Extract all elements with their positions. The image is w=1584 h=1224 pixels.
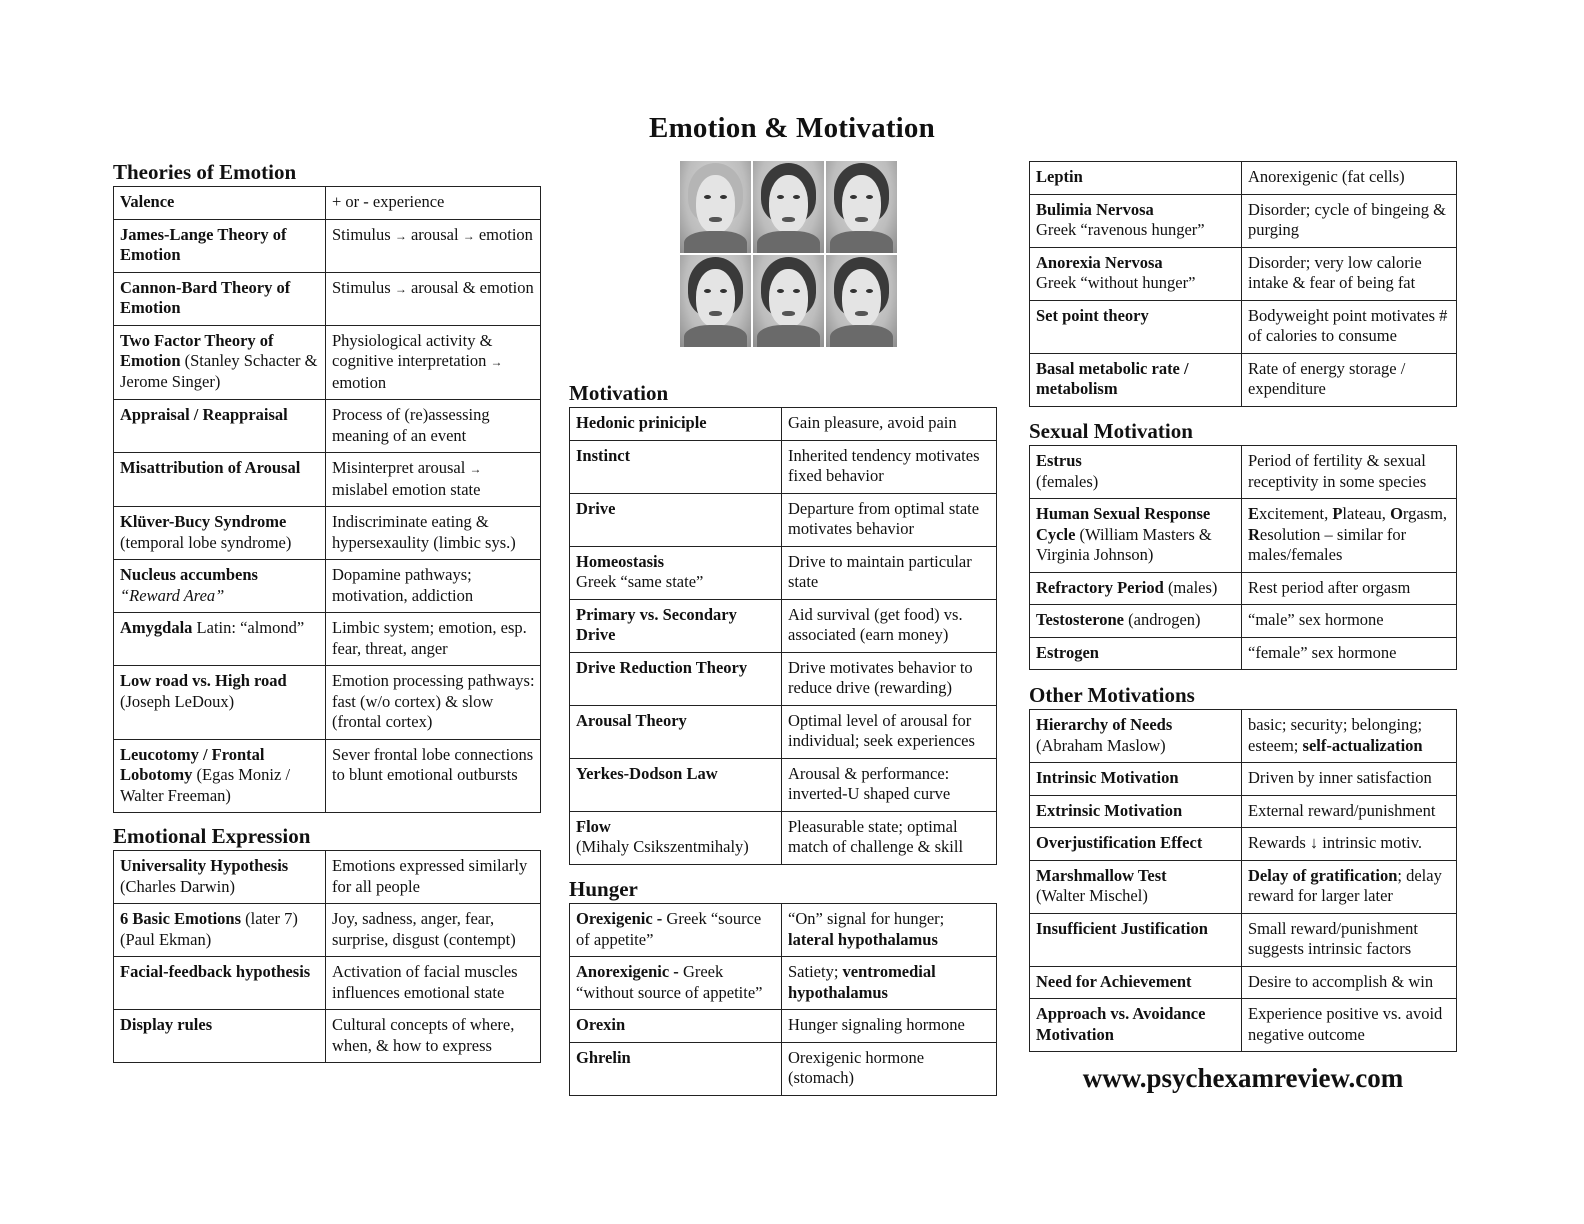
website-url[interactable]: www.psychexamreview.com [1082, 1063, 1404, 1093]
term-cell [1030, 710, 1242, 763]
term-cell: Set point theory [1030, 300, 1242, 353]
term-note: Greek “without source of appetite” [576, 962, 763, 1002]
definition-cell: Departure from optimal state motivates behavior [782, 493, 997, 546]
term-text: 6 Basic Emotions [120, 909, 242, 928]
term-cell [570, 904, 782, 957]
arrow-icon: → [490, 355, 503, 369]
table-row [570, 652, 997, 705]
table-row [1030, 795, 1457, 828]
definition-emphasis: O [1390, 504, 1403, 523]
definition-emphasis: R [1248, 524, 1260, 544]
table-row [1030, 194, 1457, 247]
term-note: (Abraham Maslow) [1036, 735, 1166, 755]
term-cell: Intrinsic Motivation [1030, 763, 1242, 796]
term-cell [570, 957, 782, 1010]
theories-table [113, 186, 541, 813]
term-note: (temporal lobe syndrome) [120, 532, 292, 552]
table-row [1030, 913, 1457, 966]
term-cell [114, 325, 326, 400]
definition-text: lateau, [1342, 504, 1391, 523]
section-sexual-motivation [1029, 419, 1459, 670]
definition-cell: Emotion processing pathways: fast (w/o cortex) & slow (frontal cortex) [326, 666, 541, 740]
definition-emphasis: Delay of gratification [1248, 865, 1398, 885]
term-text: Testosterone [1036, 610, 1124, 629]
term-note: (William Masters & Virginia Johnson) [1036, 524, 1212, 564]
term-cell: Overjustification Effect [1030, 828, 1242, 861]
definition-cell: Rest period after orgasm [1242, 572, 1457, 605]
table-row [1030, 828, 1457, 861]
table-row [570, 1010, 997, 1043]
face-photo [680, 161, 751, 253]
definition-text: Satiety; [788, 962, 843, 981]
table-row [1030, 353, 1457, 406]
table-row [114, 453, 541, 507]
definition-cell: External reward/punishment [1242, 795, 1457, 828]
table-row [1030, 247, 1457, 300]
definition-text: basic; security; belonging; esteem; [1248, 715, 1423, 755]
term-note: Greek “source of appetite” [576, 909, 762, 949]
definition-cell: Rewards ↓ intrinsic motiv. [1242, 828, 1457, 861]
term-cell [114, 560, 326, 613]
term-cell: Cannon-Bard Theory of Emotion [114, 272, 326, 325]
table-row [1030, 710, 1457, 763]
table-row [570, 904, 997, 957]
table-row [1030, 499, 1457, 573]
section-motivation [569, 381, 999, 865]
table-row [570, 408, 997, 441]
term-cell [1030, 605, 1242, 638]
table-row [114, 325, 541, 400]
definition-text: emotion [332, 372, 387, 392]
term-text: Leucotomy / Frontal Lobotomy [120, 744, 265, 784]
table-row [570, 599, 997, 652]
definition-cell: Drive to maintain particular state [782, 546, 997, 599]
face-photo [753, 255, 824, 347]
term-text: Flow [576, 816, 611, 836]
definition-cell: Orexigenic hormone (stomach) [782, 1042, 997, 1095]
arrow-icon: → [462, 228, 475, 243]
term-note: Greek “without hunger” [1036, 273, 1196, 292]
table-row [1030, 446, 1457, 499]
term-cell: Drive Reduction Theory [570, 652, 782, 705]
definition-cell: Period of fertility & sexual receptivity in some species [1242, 446, 1457, 499]
definition-cell: Limbic system; emotion, esp. fear, threat, anger [326, 613, 541, 666]
definition-cell: Hunger signaling hormone [782, 1010, 997, 1043]
term-text: Low road vs. High road [120, 671, 287, 690]
term-text: Anorexia Nervosa [1036, 252, 1163, 272]
term-cell: Estrogen [1030, 637, 1242, 670]
table-row [114, 400, 541, 453]
section-title: Hunger [569, 877, 638, 901]
term-cell: Leptin [1030, 162, 1242, 195]
term-note: Latin: “almond” [192, 618, 305, 637]
term-cell: Primary vs. Secondary Drive [570, 599, 782, 652]
page-title: Emotion & Motivation [649, 112, 935, 144]
term-cell: Need for Achievement [1030, 966, 1242, 999]
definition-cell [1242, 710, 1457, 763]
definition-cell: Cultural concepts of where, when, & how to express [326, 1010, 541, 1063]
term-note: Greek “same state” [576, 572, 704, 591]
term-text: Universality Hypothesis [120, 856, 289, 875]
definition-cell: Desire to accomplish & win [1242, 966, 1457, 999]
term-cell: Extrinsic Motivation [1030, 795, 1242, 828]
term-cell [114, 904, 326, 957]
other-motivations-table [1029, 709, 1457, 1052]
term-cell: Valence [114, 187, 326, 220]
term-text: Marshmallow Test [1036, 865, 1167, 885]
definition-cell: Small reward/punishment suggests intrinsic factors [1242, 913, 1457, 966]
section-hunger-continued [1029, 161, 1459, 407]
term-text: Nucleus accumbens [120, 565, 258, 584]
term-cell [114, 507, 326, 560]
table-row [114, 560, 541, 613]
sexual-motivation-table [1029, 445, 1457, 670]
term-note: (Charles Darwin) [120, 876, 236, 896]
definition-cell: Process of (re)assessing meaning of an event [326, 400, 541, 453]
term-cell [570, 811, 782, 864]
definition-cell [326, 219, 541, 272]
table-row [114, 851, 541, 904]
term-note: (later 7) (Paul Ekman) [120, 909, 298, 949]
table-row [1030, 300, 1457, 353]
definition-cell: Optimal level of arousal for individual; seek experiences [782, 705, 997, 758]
definition-cell: “male” sex hormone [1242, 605, 1457, 638]
definition-text: xcitement, [1259, 504, 1333, 523]
table-row [570, 493, 997, 546]
definition-text: rgasm, [1402, 504, 1448, 523]
definition-text: Physiological activity & cognitive interpretation [332, 330, 493, 370]
definition-cell: Gain pleasure, avoid pain [782, 408, 997, 441]
section-hunger [569, 877, 999, 1096]
term-text: Anorexigenic - [576, 962, 679, 981]
term-text: Two Factor Theory of Emotion [120, 330, 274, 370]
term-cell [1030, 572, 1242, 605]
definition-cell: Emotions expressed similarly for all people [326, 851, 541, 904]
definition-cell: Drive motivates behavior to reduce drive (rewarding) [782, 652, 997, 705]
definition-text: arousal & emotion [406, 277, 534, 297]
term-text: Homeostasis [576, 551, 664, 571]
definition-cell: Inherited tendency motivates fixed behavior [782, 440, 997, 493]
table-row [1030, 860, 1457, 913]
term-note: (Mihaly Csikszentmihaly) [576, 837, 749, 856]
definition-cell [1242, 499, 1457, 573]
table-row [114, 219, 541, 272]
definition-text: emotion [474, 224, 533, 244]
table-row [114, 187, 541, 220]
definition-cell: Sever frontal lobe connections to blunt emotional outbursts [326, 739, 541, 813]
term-note: “Reward Area” [120, 585, 225, 605]
table-row [570, 811, 997, 864]
term-note: (androgen) [1124, 610, 1201, 629]
term-cell [1030, 499, 1242, 573]
table-row [570, 1042, 997, 1095]
definition-cell: Dopamine pathways; motivation, addiction [326, 560, 541, 613]
term-cell [114, 613, 326, 666]
face-photo [826, 161, 897, 253]
arrow-icon: → [394, 228, 407, 243]
face-photo [826, 255, 897, 347]
section-title: Sexual Motivation [1029, 419, 1193, 443]
term-cell: Insufficient Justification [1030, 913, 1242, 966]
table-row [114, 613, 541, 666]
definition-cell: Driven by inner satisfaction [1242, 763, 1457, 796]
definition-cell: Joy, sadness, anger, fear, surprise, disgust (contempt) [326, 904, 541, 957]
term-cell: James-Lange Theory of Emotion [114, 219, 326, 272]
term-text: Bulimia Nervosa [1036, 199, 1154, 219]
definition-emphasis: lateral hypothalamus [788, 929, 938, 949]
section-title: Emotional Expression [113, 824, 311, 848]
term-text: Refractory Period [1036, 577, 1164, 597]
table-row [1030, 637, 1457, 670]
definition-text: arousal [406, 224, 463, 244]
table-row [1030, 572, 1457, 605]
definition-cell: Disorder; cycle of bingeing & purging [1242, 194, 1457, 247]
term-cell [114, 666, 326, 740]
term-note: (Walter Mischel) [1036, 886, 1148, 905]
table-row [570, 705, 997, 758]
definition-text: “On” signal for hunger; [788, 909, 945, 928]
definition-emphasis: ventromedial hypothalamus [788, 962, 936, 1002]
arrow-icon: → [469, 462, 482, 476]
term-cell: Basal metabolic rate / metabolism [1030, 353, 1242, 406]
definition-cell [326, 453, 541, 507]
term-text: Estrus [1036, 451, 1082, 470]
facial-expressions-photo-grid [680, 161, 897, 347]
table-row [570, 957, 997, 1010]
definition-text: Misinterpret arousal [332, 458, 470, 477]
definition-cell: Rate of energy storage / expenditure [1242, 353, 1457, 406]
term-cell [114, 851, 326, 904]
term-cell: Approach vs. Avoidance Motivation [1030, 999, 1242, 1052]
term-cell [114, 739, 326, 813]
definition-text: esolution – similar for males/females [1248, 524, 1407, 564]
definition-cell [782, 957, 997, 1010]
term-cell: Misattribution of Arousal [114, 453, 326, 507]
term-note: (Stanley Schacter & Jerome Singer) [120, 351, 318, 391]
definition-cell: Aid survival (get food) vs. associated (earn money) [782, 599, 997, 652]
section-emotional-expression [113, 824, 543, 1063]
definition-cell [326, 272, 541, 325]
hunger-continued-table [1029, 161, 1457, 407]
definition-emphasis: P [1332, 504, 1343, 523]
definition-emphasis: self-actualization [1302, 735, 1423, 755]
definition-text: Stimulus [332, 224, 395, 244]
table-row [114, 1010, 541, 1063]
term-cell [570, 546, 782, 599]
term-text: Amygdala [120, 618, 193, 637]
definition-emphasis: E [1248, 504, 1260, 523]
definition-cell: + or - experience [326, 187, 541, 220]
definition-cell: Disorder; very low calorie intake & fear of being fat [1242, 247, 1457, 300]
section-other-motivations [1029, 683, 1459, 1052]
term-note: (females) [1036, 471, 1099, 491]
section-title: Other Motivations [1029, 683, 1195, 707]
definition-text: Stimulus [332, 277, 395, 297]
table-row [114, 904, 541, 957]
table-row [1030, 763, 1457, 796]
definition-cell: Experience positive vs. avoid negative outcome [1242, 999, 1457, 1052]
term-note: Greek “ravenous hunger” [1036, 220, 1205, 239]
term-cell [1030, 446, 1242, 499]
term-text: Hierarchy of Needs [1036, 715, 1173, 734]
definition-cell: Anorexigenic (fat cells) [1242, 162, 1457, 195]
definition-cell [1242, 860, 1457, 913]
expression-table [113, 850, 541, 1063]
motivation-table [569, 407, 997, 865]
term-cell: Drive [570, 493, 782, 546]
table-row [1030, 162, 1457, 195]
face-photo [753, 161, 824, 253]
term-note: (Joseph LeDoux) [120, 691, 235, 711]
arrow-icon: → [394, 281, 407, 296]
section-title: Theories of Emotion [113, 160, 297, 184]
term-text: Klüver-Bucy Syndrome [120, 512, 287, 531]
term-note: (males) [1163, 577, 1218, 597]
term-text: Human Sexual Response Cycle [1036, 504, 1211, 544]
term-cell [1030, 860, 1242, 913]
definition-cell: “female” sex hormone [1242, 637, 1457, 670]
section-title: Motivation [569, 381, 669, 405]
term-cell: Orexin [570, 1010, 782, 1043]
table-row [114, 739, 541, 813]
table-row [114, 272, 541, 325]
term-cell [1030, 194, 1242, 247]
term-cell: Ghrelin [570, 1042, 782, 1095]
table-row [114, 507, 541, 560]
hunger-table [569, 903, 997, 1096]
definition-cell: Arousal & performance: inverted-U shaped curve [782, 758, 997, 811]
definition-text: ; delay reward for larger later [1248, 865, 1442, 905]
definition-cell [782, 904, 997, 957]
term-cell: Facial-feedback hypothesis [114, 957, 326, 1010]
section-theories-of-emotion [113, 160, 543, 813]
table-row [114, 957, 541, 1010]
table-row [570, 758, 997, 811]
face-photo [680, 255, 751, 347]
term-cell: Display rules [114, 1010, 326, 1063]
table-row [114, 666, 541, 740]
term-cell: Yerkes-Dodson Law [570, 758, 782, 811]
term-cell: Arousal Theory [570, 705, 782, 758]
term-cell: Instinct [570, 440, 782, 493]
term-note: (Egas Moniz / Walter Freeman) [120, 765, 291, 805]
table-row [1030, 999, 1457, 1052]
term-cell [1030, 247, 1242, 300]
definition-cell: Indiscriminate eating & hypersexaulity (limbic sys.) [326, 507, 541, 560]
definition-cell: Bodyweight point motivates # of calories to consume [1242, 300, 1457, 353]
table-row [1030, 605, 1457, 638]
term-cell: Appraisal / Reappraisal [114, 400, 326, 453]
term-cell: Hedonic priniciple [570, 408, 782, 441]
definition-cell: Activation of facial muscles influences emotional state [326, 957, 541, 1010]
table-row [570, 546, 997, 599]
definition-text: mislabel emotion state [332, 479, 481, 499]
definition-cell: Pleasurable state; optimal match of challenge & skill [782, 811, 997, 864]
table-row [570, 440, 997, 493]
definition-cell [326, 325, 541, 400]
term-text: Orexigenic - [576, 909, 663, 928]
table-row [1030, 966, 1457, 999]
